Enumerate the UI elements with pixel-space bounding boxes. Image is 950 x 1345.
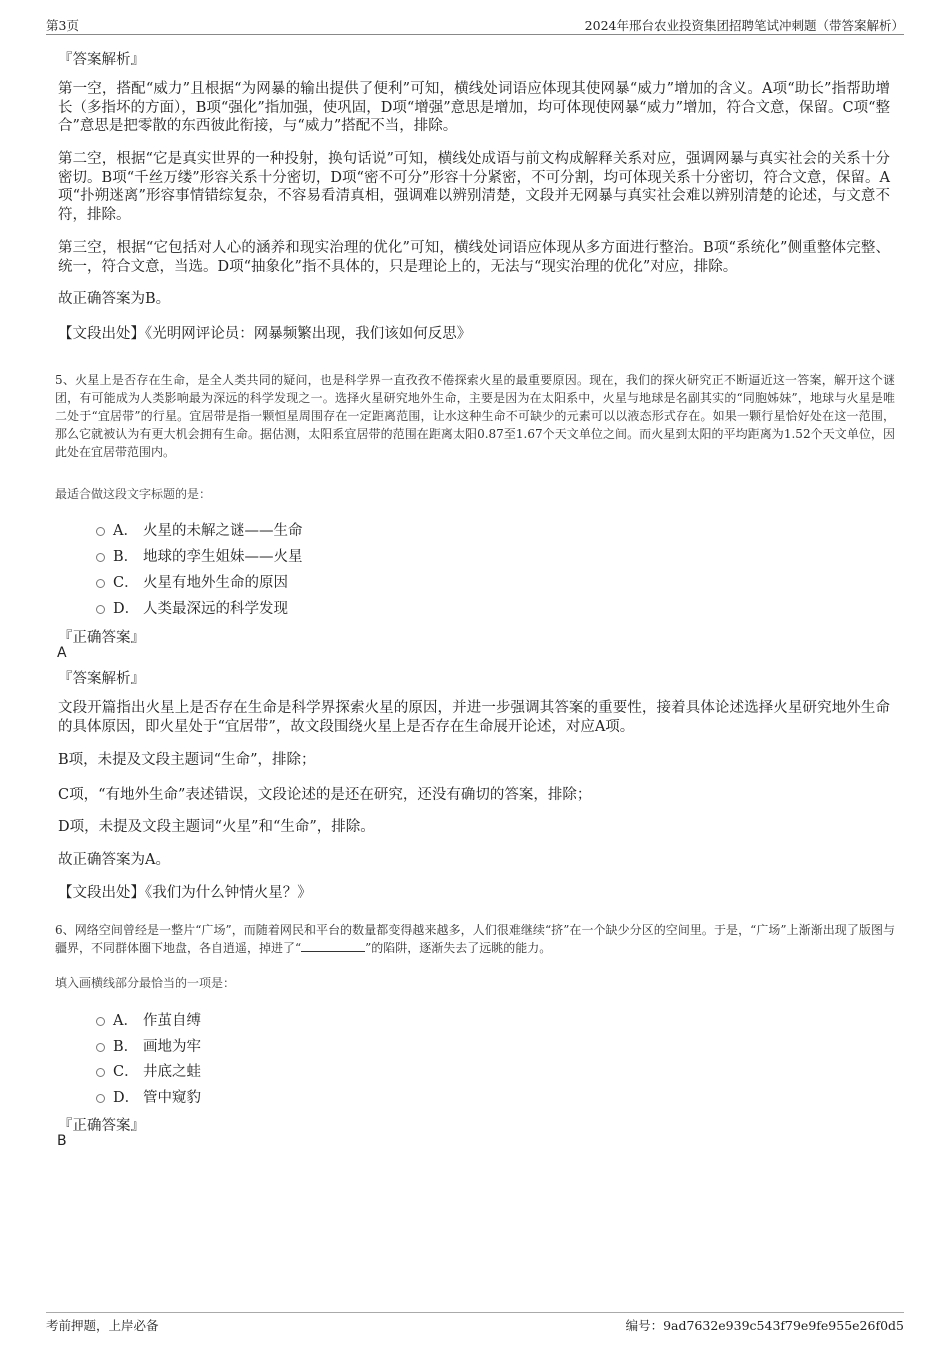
analysis-label: 『答案解析』 (58, 671, 145, 687)
radio-icon[interactable] (96, 605, 105, 614)
radio-icon[interactable] (96, 1017, 105, 1026)
correct-answer-label: 『正确答案』 (58, 1118, 145, 1134)
option-letter: A． (113, 522, 138, 539)
question-6-text-before: 6、网络空间曾经是一整片“广场”，而随着网民和平台的数量都变得越来越多，人们很难继续“挤”在一个缺少分区的空间里。于是，“广场”上渐渐出现了版图与疆界，不同群体圈下地盘，各自逍遥，掉进了“ (55, 923, 895, 955)
option-d[interactable] (96, 1085, 201, 1107)
analysis-paragraph-1: 文段开篇指出火星上是否存在生命是科学界探索火星的原因，并进一步强调其答案的重要性，接着具体论述选择火星研究地外生命的具体原因，即火星处于“宜居带”，故文段围绕火星上是否存在生命展开论述，对应A项。 (58, 700, 890, 735)
question-5-prompt: 最适合做这段文字标题的是： (55, 487, 212, 501)
analysis-conclusion: 故正确答案为B。 (58, 291, 171, 307)
analysis-paragraph-3: 第三空，根据“它包括对人心的涵养和现实治理的优化”可知，横线处词语应体现从多方面进行整治。B项“系统化”侧重整体完整、统一，符合文意，当选。D项“抽象化”指不具体的，只是理论上的，无法与“现实治理的优化”对应，排除。 (58, 240, 890, 275)
option-letter: C． (113, 1063, 139, 1080)
option-text: 作茧自缚 (143, 1012, 201, 1029)
question-6-text-after: ”的陷阱，逐渐失去了远眺的能力。 (365, 941, 552, 955)
analysis-paragraph-3: C项，“有地外生命”表述错误，文段论述的是还在研究，还没有确切的答案，排除； (58, 787, 592, 803)
page-header (46, 12, 904, 35)
analysis-label: 『答案解析』 (58, 52, 145, 68)
option-text: 火星有地外生命的原因 (143, 574, 288, 591)
option-text: 管中窥豹 (143, 1089, 201, 1106)
footer-slogan: 考前押题，上岸必备 (46, 1318, 159, 1333)
source-citation: 【文段出处】《光明网评论员：网暴频繁出现，我们该如何反思》 (58, 326, 472, 342)
option-letter: B． (113, 548, 139, 565)
document-title: 2024年邢台农业投资集团招聘笔试冲刺题（带答案解析） (584, 18, 904, 33)
option-text: 人类最深远的科学发现 (143, 600, 288, 617)
option-letter: C． (113, 574, 139, 591)
question-6-text (55, 921, 895, 957)
question-6-prompt: 填入画横线部分最恰当的一项是： (55, 976, 236, 990)
page-footer (46, 1312, 904, 1337)
option-letter: D． (113, 1089, 140, 1106)
page-number: 第3页 (46, 18, 79, 33)
radio-icon[interactable] (96, 1043, 105, 1052)
analysis-conclusion: 故正确答案为A。 (58, 852, 170, 868)
option-b[interactable] (96, 1034, 201, 1056)
analysis-paragraph-2: B项，未提及文段主题词“生命”，排除； (58, 752, 316, 768)
option-a[interactable] (96, 518, 303, 540)
option-text: 井底之蛙 (143, 1063, 201, 1080)
option-d[interactable] (96, 596, 288, 618)
question-5-text: 5、火星上是否存在生命，是全人类共同的疑问，也是科学界一直孜孜不倦探索火星的最重要原因。现在，我们的探火研究正不断逼近这一答案，解开这个谜团，有可能成为人类影响最为深远的科学发现之一。选择火星研究地外生命，主要是因为在太阳系中，火星与地球是名副其实的“同胞姊妹”，地球与火星是唯二处于“宜居带”的行星。宜居带是指一颗恒星周围存在一定距离范围，让水这种生命不可缺少的元素可以以液态形式存在。如果一颗行星恰好处在这一范围，那么它就被认为有更大机会拥有生命。据估测，太阳系宜居带的范围在距离太阳0.87至1.67个天文单位之间。而火星到太阳的平均距离为1.52个天文单位，因此处在宜居带范围内。 (55, 373, 895, 459)
option-letter: D． (113, 600, 140, 617)
option-text: 地球的孪生姐妹——火星 (143, 548, 303, 565)
radio-icon[interactable] (96, 1094, 105, 1103)
option-c[interactable] (96, 570, 288, 592)
option-a[interactable] (96, 1008, 201, 1030)
correct-answer: B (57, 1133, 67, 1149)
option-c[interactable] (96, 1059, 201, 1081)
document-id: 编号：9ad7632e939c543f79e9fe955e26f0d5 (625, 1318, 904, 1333)
radio-icon[interactable] (96, 1068, 105, 1077)
analysis-paragraph-4: D项，未提及文段主题词“火星”和“生命”，排除。 (58, 819, 375, 835)
fill-blank (301, 941, 365, 952)
source-citation: 【文段出处】《我们为什么钟情火星？》 (58, 885, 312, 901)
option-text: 画地为牢 (143, 1038, 201, 1055)
analysis-paragraph-2: 第二空，根据“它是真实世界的一种投射，换句话说”可知，横线处成语与前文构成解释关系对应，强调网暴与真实社会的关系十分密切。B项“千丝万缕”形容关系十分密切，D项“密不可分”形容十分紧密，不可分割，均可体现关系十分密切，符合文意，保留。A项“扑朔迷离”形容事情错综复杂，不容易看清真相，强调难以辨别清楚，文段并无网暴与真实社会难以辨别清楚的论述，与文意不符，排除。 (58, 151, 890, 223)
radio-icon[interactable] (96, 553, 105, 562)
analysis-paragraph-1: 第一空，搭配“威力”且根据“为网暴的输出提供了便利”可知，横线处词语应体现其使网暴“威力”增加的含义。A项“助长”指帮助增长（多指坏的方面），B项“强化”指加强，使巩固，D项“增强”意思是增加，均可体现使网暴“威力”增加，符合文意，保留。C项“整合”意思是把零散的东西彼此衔接，与“威力”搭配不当，排除。 (58, 81, 891, 134)
option-text: 火星的未解之谜——生命 (143, 522, 303, 539)
radio-icon[interactable] (96, 527, 105, 536)
option-letter: B． (113, 1038, 139, 1055)
option-letter: A． (113, 1012, 138, 1029)
correct-answer-label: 『正确答案』 (58, 630, 145, 646)
option-b[interactable] (96, 544, 303, 566)
correct-answer: A (57, 645, 67, 661)
radio-icon[interactable] (96, 579, 105, 588)
